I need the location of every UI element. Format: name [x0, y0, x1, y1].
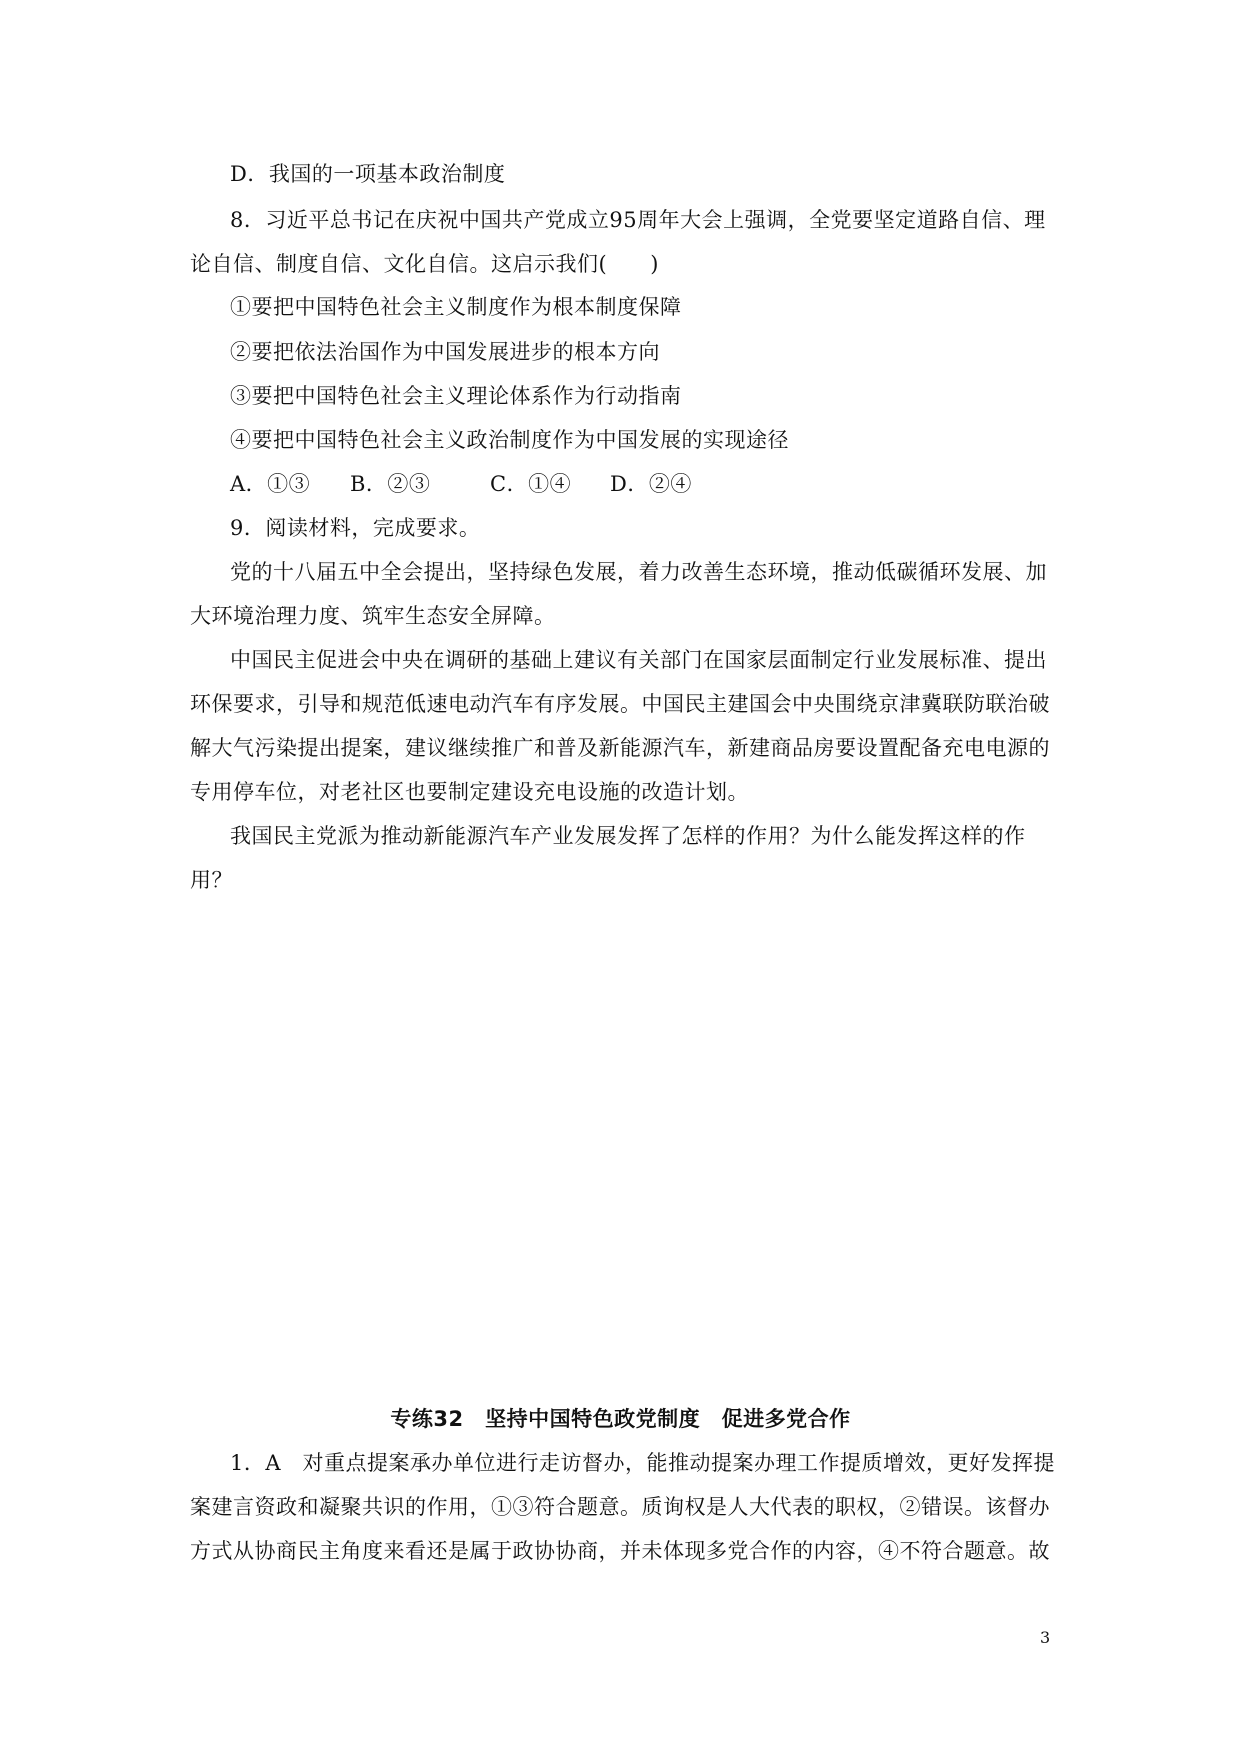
q9-question-line-2: 用？ — [190, 868, 233, 892]
q8-option-d: D．②④ — [610, 472, 692, 496]
answer-1-line-1: 1．A 对重点提案承办单位进行走访督办，能推动提案办理工作提质增效，更好发挥提 — [230, 1451, 1056, 1475]
q8-item-3: ③要把中国特色社会主义理论体系作为行动指南 — [230, 384, 682, 408]
page-number: 3 — [1040, 1628, 1051, 1647]
q8-option-a: A．①③ — [230, 472, 311, 496]
q8-option-b: B．②③ — [350, 472, 431, 496]
answer-1-line-2: 案建言资政和凝聚共识的作用，①③符合题意。质询权是人大代表的职权，②错误。该督办 — [190, 1495, 1050, 1519]
q8-item-4: ④要把中国特色社会主义政治制度作为中国发展的实现途径 — [230, 428, 789, 452]
q8-stem-line-1: 8．习近平总书记在庆祝中国共产党成立95周年大会上强调，全党要坚定道路自信、理 — [230, 208, 1046, 232]
q8-item-1: ①要把中国特色社会主义制度作为根本制度保障 — [230, 295, 682, 319]
q9-para2-line-1: 中国民主促进会中央在调研的基础上建议有关部门在国家层面制定行业发展标准、提出 — [230, 648, 1047, 672]
q9-para1-line-1: 党的十八届五中全会提出，坚持绿色发展，着力改善生态环境，推动低碳循环发展、加 — [230, 560, 1047, 584]
q9-para2-line-4: 专用停车位，对老社区也要制定建设充电设施的改造计划。 — [190, 780, 749, 804]
q7-option-d: D．我国的一项基本政治制度 — [230, 162, 506, 186]
q9-question-line-1: 我国民主党派为推动新能源汽车产业发展发挥了怎样的作用？为什么能发挥这样的作 — [230, 824, 1026, 848]
q8-options — [230, 470, 692, 498]
q9-stem: 9．阅读材料，完成要求。 — [230, 516, 481, 540]
answers-heading: 专练32 坚持中国特色政党制度 促进多党合作 — [390, 1407, 851, 1431]
q8-stem-line-2: 论自信、制度自信、文化自信。这启示我们( ) — [190, 252, 659, 276]
q9-para2-line-2: 环保要求，引导和规范低速电动汽车有序发展。中国民主建国会中央围绕京津冀联防联治破 — [190, 692, 1050, 716]
q8-item-2: ②要把依法治国作为中国发展进步的根本方向 — [230, 340, 660, 364]
q9-para1-line-2: 大环境治理力度、筑牢生态安全屏障。 — [190, 604, 556, 628]
q9-para2-line-3: 解大气污染提出提案，建议继续推广和普及新能源汽车，新建商品房要设置配备充电电源的 — [190, 736, 1050, 760]
q8-option-c: C．①④ — [490, 472, 572, 496]
answer-1-line-3: 方式从协商民主角度来看还是属于政协协商，并未体现多党合作的内容，④不符合题意。故 — [190, 1539, 1050, 1563]
